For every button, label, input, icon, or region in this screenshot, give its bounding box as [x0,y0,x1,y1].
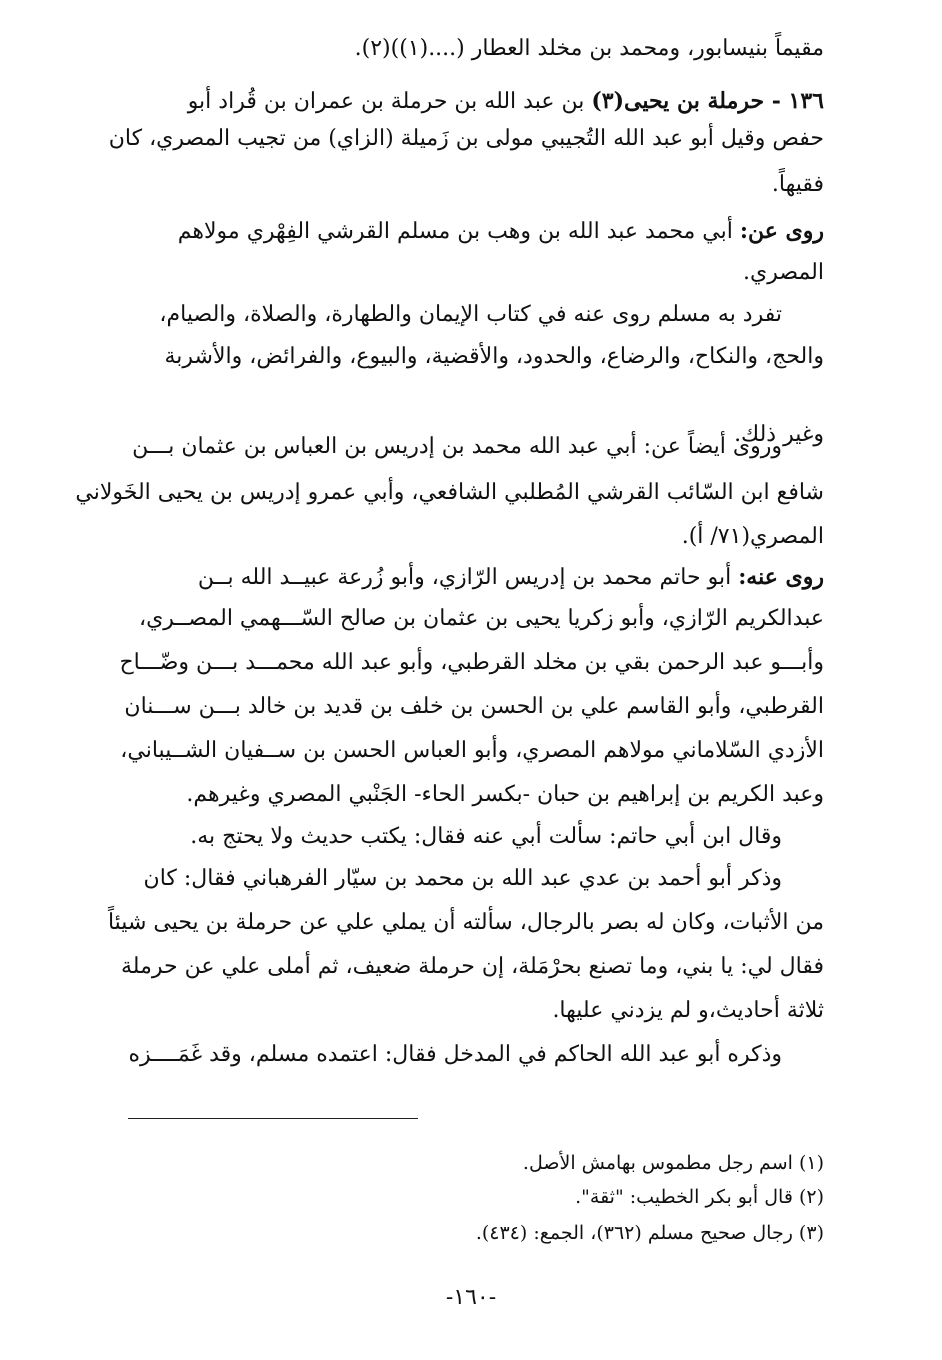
text-line: وقال ابن أبي حاتم: سألت أبي عنه فقال: يكتب حديث ولا يحتج به. [190,824,782,849]
text-line: القرطبي، وأبو القاسم علي بن الحسن بن خلف بن قديد بن خالد بـــن ســـنان [124,694,824,719]
text-line: وعبد الكريم بن إبراهيم بن حبان -بكسر الحاء- الجَنْبي المصري وغيرهم. [186,782,824,807]
narrated-from-label: روى عن: [739,218,824,244]
footnote-3: (٣) رجال صحيح مسلم (٣٦٢)، الجمع: (٤٣٤). [475,1222,824,1244]
text-line: المصري(٧١/ أ). [681,524,824,549]
text-line: وذكر أبو أحمد بن عدي عبد الله بن محمد بن سيّار الفرهباني فقال: كان [143,866,782,891]
narrated-by-line [198,562,824,593]
text-line: والحج، والنكاح، والرضاع، والحدود، والأقضية، والبيوع، والفرائض، والأشربة [164,344,824,369]
text-line: المصري. [743,260,824,285]
narrated-from-line [178,216,824,247]
text-line: حفص وقيل أبو عبد الله التُجيبي مولى بن زَميلة (الزاي) من تجيب المصري، كان [108,126,824,151]
text-line: ثلاثة أحاديث،و لم يزدني عليها. [552,998,824,1023]
text-line: من الأثبات، وكان له بصر بالرجال، سألته أن يملي علي عن حرملة بن يحيى شيئاً [107,910,824,935]
text-line: تفرد به مسلم روى عنه في كتاب الإيمان والطهارة، والصلاة، والصيام، [159,302,782,327]
page-number: -١٦٠- [445,1285,497,1310]
text-line: شافع ابن السّائب القرشي المُطلبي الشافعي، وأبي عمرو إدريس بن يحيى الخَولاني [75,480,824,505]
footnote-2: (٢) قال أبو بكر الخطيب: "ثقة". [575,1186,824,1208]
text-line: مقيماً بنيسابور، ومحمد بن مخلد العطار (....(١))(٢). [354,36,824,61]
narrated-from-text: أبي محمد عبد الله بن وهب بن مسلم القرشي الفِهْري مولاهم [177,219,733,244]
text-line: وغير ذلك. [734,422,824,447]
entry-line [188,86,824,117]
text-line: فقال لي: يا بني، وما تصنع بحرْمَلة، إن حرملة ضعيف، ثم أملى علي عن حرملة [121,954,824,979]
text-line: فقيهاً. [771,172,824,197]
entry-heading: ١٣٦ - حرملة بن يحيى(٣) [591,88,824,114]
narrated-by-label: روى عنه: [738,564,824,590]
text-line: وروى أيضاً عن: أبي عبد الله محمد بن إدريس بن العباس بن عثمان بـــن [132,434,782,459]
narrated-by-text: أبو حاتم محمد بن إدريس الرّازي، وأبو زُرعة عبيــد الله بــن [197,565,732,590]
text-line: عبدالكريم الرّازي، وأبو زكريا يحيى بن عثمان بن صالح السّـــهمي المصــري، [138,606,824,631]
text-line: وأبـــو عبد الرحمن بقي بن مخلد القرطبي، وأبو عبد الله محمـــد بـــن وضّـــاح [119,650,824,675]
footnote-divider [128,1118,418,1119]
text-line: وذكره أبو عبد الله الحاكم في المدخل فقال: اعتمده مسلم، وقد غَمَــــزه [128,1042,782,1067]
footnote-1: (١) اسم رجل مطموس بهامش الأصل. [522,1152,824,1174]
entry-text: بن عبد الله بن حرملة بن عمران بن قُراد أبو [187,89,585,114]
text-line: الأزدي السّلاماني مولاهم المصري، وأبو العباس الحسن بن ســفيان الشــيباني، [120,738,824,763]
